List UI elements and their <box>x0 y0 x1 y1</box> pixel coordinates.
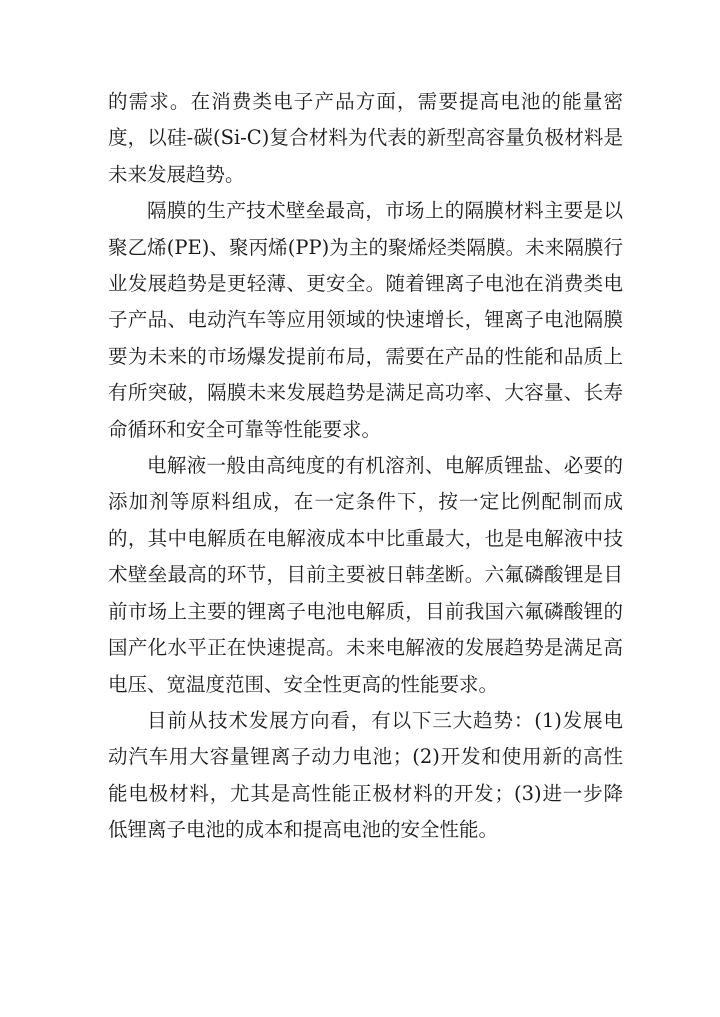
paragraph-4: 目前从技术发展方向看，有以下三大趋势：(1)发展电动汽车用大容量锂离子动力电池；(2)开发和使用新的高性能电极材料，尤其是高性能正极材料的开发；(3)进一步降低锂离子电池的成本和提高电池的安全性能。 <box>108 708 623 842</box>
document-body <box>108 84 623 849</box>
paragraph-1: 的需求。在消费类电子产品方面，需要提高电池的能量密度，以硅-碳(Si-C)复合材料为代表的新型高容量负极材料是未来发展趋势。 <box>108 90 623 186</box>
paragraph-2: 隔膜的生产技术壁垒最高，市场上的隔膜材料主要是以聚乙烯(PE)、聚丙烯(PP)为主的聚烯烃类隔膜。未来隔膜行业发展趋势是更轻薄、更安全。随着锂离子电池在消费类电子产品、电动汽车等应用领域的快速增长，锂离子电池隔膜要为未来的市场爆发提前布局，需要在产品的性能和品质上有所突破，隔膜未来发展趋势是满足高功率、大容量、长寿命循环和安全可靠等性能要求。 <box>108 199 623 441</box>
paragraph-3: 电解液一般由高纯度的有机溶剂、电解质锂盐、必要的添加剂等原料组成，在一定条件下，按一定比例配制而成的，其中电解质在电解液成本中比重最大，也是电解液中技术壁垒最高的环节，目前主要被日韩垄断。六氟磷酸锂是目前市场上主要的锂离子电池电解质，目前我国六氟磷酸锂的国产化水平正在快速提高。未来电解液的发展趋势是满足高电压、宽温度范围、安全性更高的性能要求。 <box>108 454 623 696</box>
